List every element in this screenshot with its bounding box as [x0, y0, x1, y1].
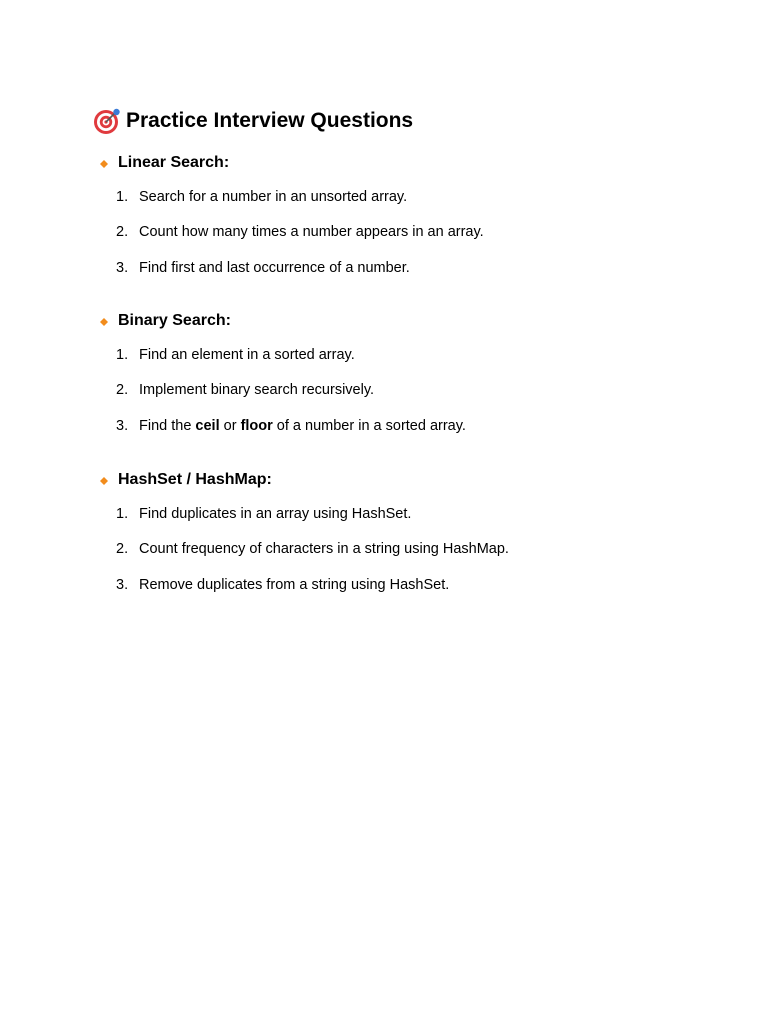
- target-icon: [93, 107, 121, 135]
- list-item: [98, 346, 355, 381]
- item-number: 1.: [116, 506, 129, 522]
- list-item: [98, 381, 375, 416]
- text-segment: of a number in a sorted array.: [272, 417, 466, 434]
- list-item: [98, 576, 450, 611]
- item-number: 2.: [116, 382, 129, 399]
- orange-diamond-icon: [98, 315, 110, 327]
- item-number: 2.: [116, 541, 129, 558]
- item-text: Find an element in a sorted array.: [139, 347, 355, 363]
- page-title-text: Practice Interview Questions: [126, 109, 414, 132]
- item-text: Count how many times a number appears in an array.: [139, 224, 484, 241]
- text-segment: or: [219, 417, 241, 434]
- list-item: [98, 188, 408, 223]
- item-number: 3.: [116, 259, 129, 276]
- item-number: 1.: [116, 347, 129, 363]
- section-heading: [98, 310, 231, 332]
- section-binary-search: [98, 310, 466, 452]
- item-number: 3.: [116, 576, 129, 593]
- list-item: [98, 417, 466, 452]
- section-heading-text: Linear Search:: [118, 154, 230, 171]
- list-item: [98, 223, 484, 258]
- item-number: 3.: [116, 417, 129, 434]
- text-segment: Find the: [139, 417, 196, 434]
- item-text: Count frequency of characters in a string using HashMap.: [139, 541, 509, 558]
- list-item: [98, 540, 509, 575]
- item-text: Find first and last occurrence of a number.: [139, 259, 410, 276]
- item-text: Implement binary search recursively.: [139, 382, 375, 399]
- question-list: [98, 188, 484, 294]
- section-heading-text: Binary Search:: [118, 312, 231, 329]
- section-linear-search: [98, 152, 484, 294]
- item-number: 2.: [116, 224, 129, 241]
- question-list: [98, 505, 509, 611]
- section-heading: [98, 152, 229, 174]
- item-text: Search for a number in an unsorted array.: [139, 189, 408, 205]
- item-text: Remove duplicates from a string using HashSet.: [139, 576, 450, 593]
- floor-term: floor: [240, 417, 273, 434]
- list-item: [98, 505, 412, 540]
- section-hashset-hashmap: [98, 469, 509, 611]
- section-heading-text: HashSet / HashMap:: [118, 471, 272, 488]
- ceil-term: ceil: [195, 417, 220, 434]
- page-title: [93, 106, 413, 136]
- orange-diamond-icon: [98, 474, 110, 486]
- item-number: 1.: [116, 189, 129, 205]
- list-item: [98, 259, 410, 294]
- question-list: [98, 346, 466, 452]
- section-heading: [98, 469, 272, 491]
- item-text: Find duplicates in an array using HashSet.: [139, 506, 412, 522]
- item-text: [139, 417, 466, 435]
- orange-diamond-icon: [98, 157, 110, 169]
